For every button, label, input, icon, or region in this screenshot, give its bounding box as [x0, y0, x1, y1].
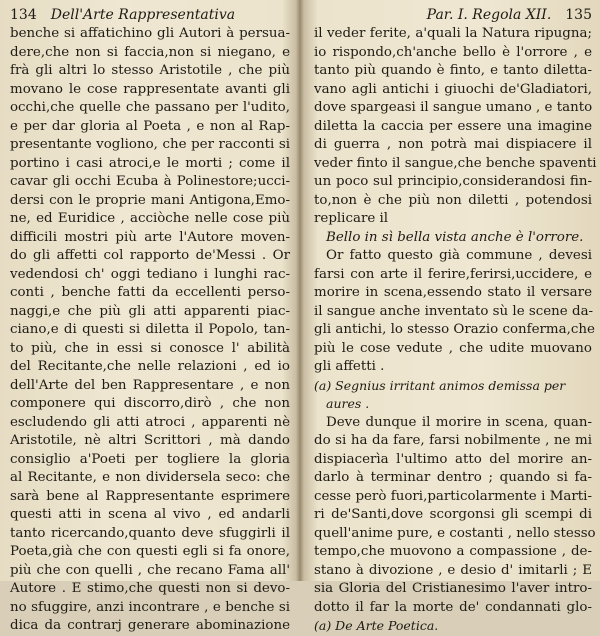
text-line: più che con quelli , che recano Fama all' [10, 562, 290, 578]
text-line: morire in scena,essendo stato il versare [314, 285, 592, 300]
text-line: difficili mostri più arte l'Autore moven- [10, 229, 290, 245]
text-line: dica da contrarj generare abominazione [10, 618, 290, 633]
text-line: movano le cose rappresentate avanti gli [10, 81, 290, 97]
left-body-text [10, 25, 290, 636]
text-line: naggi,e che più gli atti apparenti piac- [10, 303, 290, 319]
left-page-number: 134 [10, 7, 37, 23]
italic-verse-line: Bello in sì bella vista anche è l'orrore. [326, 229, 584, 245]
text-line: frà gli altri lo stesso Aristotile , che più [10, 63, 290, 78]
text-line: veder finto il sangue,che benche spaventi [314, 155, 597, 171]
text-line: questi atti in scena al vivo , ed andarli [10, 507, 290, 522]
text-line: escludendo gli atti atroci , apparenti nè [10, 414, 290, 430]
text-line: ri de'Santi,dove scorgonsi gli scempi di [314, 507, 592, 522]
text-line: to più, che in essi si conosce l' abilità [10, 340, 290, 356]
text-line: stano à divozione , e desio d' imitarli ; E [314, 562, 592, 578]
text-line: conti , benche fatti da eccellenti perso- [10, 285, 290, 300]
text-line: dere,che non si faccia,non si niegano, e [10, 44, 290, 60]
text-line: gli antichi, lo stesso Orazio conferma,che [314, 322, 595, 337]
left-running-head [10, 8, 290, 24]
right-body-text [314, 25, 597, 636]
text-line: più le cose vedute , che udite muovano [314, 340, 592, 356]
left-page [0, 0, 298, 633]
text-line: tempo,che muovono a compassione , de- [314, 544, 592, 559]
text-line: dispiacerìa l'ultimo atto del morire an- [314, 451, 592, 467]
text-line: un poco sul principio,considerandosi fin- [314, 174, 592, 189]
text-line: no sfuggire, anzi incontrare , e benche si [10, 599, 290, 615]
text-line: cavar gli occhi Ecuba à Polinestore;ucci- [10, 174, 290, 189]
text-line: farsi con arte il ferire,ferirsi,uccidere, e [314, 266, 592, 282]
text-line: diletta la caccia per essere una imagine [314, 118, 592, 134]
text-line: Or fatto questo già commune , devesi [326, 248, 592, 263]
text-line: componere qui discorro,dirò , che non [10, 396, 290, 411]
text-line: Poeta,già che con questi egli si fa onore, [10, 544, 290, 559]
text-line: vano agli antichi i giuochi de'Gladiatori, [314, 81, 592, 97]
footnote-b: (a) De Arte Poetica. [314, 618, 439, 633]
right-page-number: 135 [565, 7, 592, 23]
text-line: quell'anime pure, e costanti , nello stesso [314, 525, 596, 541]
text-line: benche si affatichino gli Autori à persua- [10, 26, 290, 41]
text-line: dell'Arte del ben Rappresentare , e non [10, 377, 290, 393]
text-line: il sangue anche inventato sù le scene da- [314, 303, 594, 319]
right-running-head [314, 8, 592, 24]
text-line: consiglio a'Poeti per togliere la gloria [10, 451, 290, 467]
footnote-a-line2: aures . [326, 396, 370, 411]
text-line: gli affetti . [314, 359, 385, 374]
text-line: Aristotile, nè altri Scrittori , mà dando [10, 433, 290, 448]
footnote-a-line1: (a) Segnius irritant animos demissa per [314, 377, 566, 393]
text-line: dotto il far la morte de' condannati glo- [314, 599, 592, 615]
text-line: sia Gloria del Cristianesimo l'aver intro- [314, 581, 592, 596]
text-line: vedendosi ch' oggi tediano i lunghi rac- [10, 266, 290, 282]
text-line: replicare il [314, 211, 389, 226]
right-page [302, 0, 600, 633]
text-line: sarà bene al Rappresentante esprimere [10, 488, 290, 504]
text-line: ciano,e di questi si diletta il Popolo, tan- [10, 322, 290, 337]
text-line: portino i casi atroci,e le morti ; come il [10, 155, 290, 171]
text-line: io rispondo,ch'anche bello è l'orrore , e [314, 44, 592, 60]
text-line: al Recitante, e non dividersela seco: che [10, 470, 290, 485]
text-line: del Recitante,che nelle relazioni , ed io [10, 359, 290, 374]
text-line: to,non è che più non diletti , potendosi [314, 192, 592, 208]
text-line: dove spargeasi il sangue umano , e tanto [314, 100, 593, 115]
text-line: do si ha da fare, farsi nobilmente , ne mi [314, 433, 592, 448]
text-line: presentante vogliono, che per racconti si [10, 137, 290, 152]
text-line: di guerra , non potrà mai dispiacere il [314, 137, 592, 152]
text-line: ne, ed Euridice , acciòche nelle cose più [10, 211, 290, 226]
text-line: occhi,che quelle che passano per l'udito, [10, 100, 290, 115]
text-line: Deve dunque il morire in scena, quan- [326, 414, 592, 430]
text-line: il veder ferite, a'quali la Natura ripugna; [314, 26, 592, 41]
text-line: dersi con le proprie mani Antigona,Emo- [10, 192, 290, 208]
left-head-title: Dell'Arte Rappresentativa [50, 7, 236, 23]
text-line: darlo à terminar dentro ; quando si fa- [314, 470, 592, 485]
text-line: cesse però fuori,particolarmente i Marti- [314, 488, 592, 504]
right-head-title: Par. I. Regola XII. [426, 7, 552, 23]
text-line: do gli affetti col rapporto de'Messi . Or [10, 248, 290, 263]
text-line: Autore . E stimo,che questi non si devo- [10, 581, 290, 596]
text-line: tanto più quando è finto, e tanto diletta- [314, 63, 592, 78]
text-line: tanto ricercando,quanto deve sfuggirli il [10, 525, 290, 541]
text-line: e per dar gloria al Poeta , e non al Rap- [10, 118, 290, 134]
